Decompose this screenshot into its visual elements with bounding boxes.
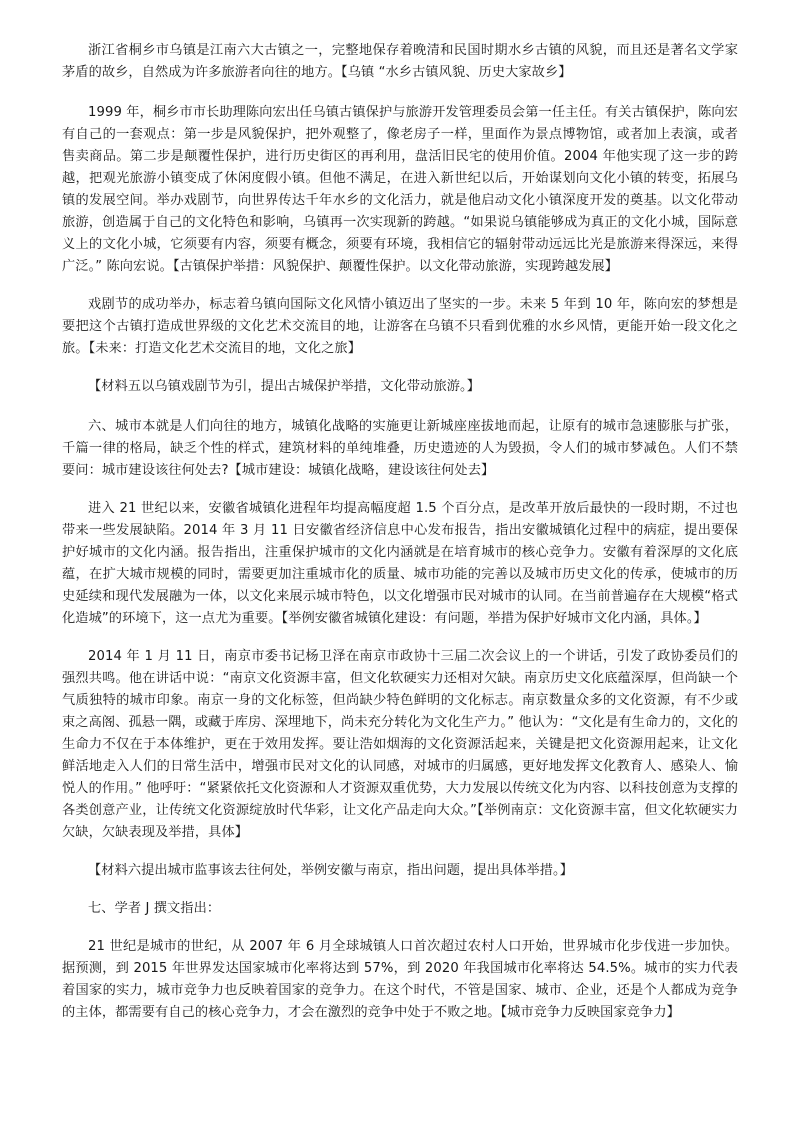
paragraph-material-five-summary: 【材料五以乌镇戏剧节为引，提出古城保护举措，文化带动旅游。】 [88, 379, 481, 394]
paragraph-anhui: 进入 21 世纪以来，安徽省城镇化进程年均提高幅度超 1.5 个百分点，是改革开放后最快的一段时期，不过也带来一些发展缺陷。2014 年 3 月 11 日安徽省经济信息中心发布报告，指出安徽城镇化过程中的病症，提出要保护好城市的文化内涵。报告指出，注重保护城市的文化内涵就是在培育城市的核心竞争力。安徽有着深厚的文化底蕴，在扩大城市规模的同时，需要更加注重城市化的质量、城市功能的完善以及城市历史文化的传承，使城市的历史延续和现代发展融为一体，以文化来展示城市特色，以文化增强市民对城市的认同。在当前普遍存在大规模“格式化造城”的环境下，这一点尤为重要。【举例安徽省城镇化建设：有问题，举措为保护好城市文化内涵，具体。】 [62, 501, 738, 626]
paragraph-section-six: 六、城市本就是人们向往的地方，城镇化战略的实施更让新城座座拔地而起，让原有的城市急速膨胀与扩张，千篇一律的格局，缺乏个性的样式，建筑材料的单纯堆叠，历史遗迹的人为毁损，令人们的城市梦减色。人们不禁要问：城市建设该往何处去?【城市建设：城镇化战略，建设该往何处去】 [62, 419, 738, 478]
paragraph-wuzhen-intro: 浙江省桐乡市乌镇是江南六大古镇之一，完整地保存着晚清和民国时期水乡古镇的风貌，而且还是著名文学家茅盾的故乡，自然成为许多旅游者向往的地方。【乌镇 “水乡古镇风貌、历史大家故乡】 [62, 43, 738, 80]
paragraph-drama-festival: 戏剧节的成功举办，标志着乌镇向国际文化风情小镇迈出了坚实的一步。未来 5 年到 10 年，陈向宏的梦想是要把这个古镇打造成世界级的文化艺术交流目的地，让游客在乌镇不只看到优雅的水乡风情，更能开始一段文化之旅。【未来：打造文化艺术交流目的地，文化之旅】 [62, 297, 738, 356]
paragraph-city-century: 21 世纪是城市的世纪，从 2007 年 6 月全球城镇人口首次超过农村人口开始，世界城市化步伐进一步加快。据预测，到 2015 年世界发达国家城市化率将达到 57%，到 2020 年我国城市化率将达 54.5%。城市的实力代表着国家的实力，城市竞争力也反映着国家的竞争力。在这个时代，不管是国家、城市、企业，还是个人都成为竞争的主体，都需要有自己的核心竞争力，才会在激烈的竞争中处于不败之地。【城市竞争力反映国家竞争力】 [62, 939, 738, 1020]
paragraph-chen-xianghong: 1999 年，桐乡市市长助理陈向宏出任乌镇古镇保护与旅游开发管理委员会第一任主任。有关古镇保护，陈向宏有自己的一套观点：第一步是风貌保护，把外观整了，像老房子一样，里面作为景点博物馆，或者加上表演，或者售卖商品。第二步是颠覆性保护，进行历史街区的再利用，盘活旧民宅的使用价值。2004 年他实现了这一步的跨越，把观光旅游小镇变成了休闲度假小镇。但他不满足，在进入新世纪以后，开始谋划向文化小镇的转变，拓展乌镇的发展空间。举办戏剧节，向世界传达千年水乡的文化活力，就是他启动文化小镇深度开发的奠基。以文化带动旅游，创造属于自己的文化特色和影响，乌镇再一次实现新的跨越。“如果说乌镇能够成为真正的文化小城，国际意义上的文化小城，它须要有内容，须要有概念，须要有环境，我相信它的辐射带动远远比光是旅游来得深远，来得广泛。” 陈向宏说。【古镇保护举措：风貌保护、颠覆性保护。以文化带动旅游，实现跨越发展】 [62, 105, 738, 274]
document-page [62, 40, 738, 1040]
paragraph-material-six-summary: 【材料六提出城市监事该去往何处，举例安徽与南京，指出问题，提出具体举措。】 [88, 863, 574, 878]
paragraph-section-seven: 七、学者 J 撰文指出： [88, 901, 221, 916]
paragraph-nanjing: 2014 年 1 月 11 日，南京市委书记杨卫泽在南京市政协十三届二次会议上的一个讲话，引发了政协委员们的强烈共鸣。他在讲话中说：“南京文化资源丰富，但文化软硬实力还相对欠缺。南京历史文化底蕴深厚，但尚缺一个气质独特的城市印象。南京一身的文化标签，但尚缺少特色鲜明的文化标志。南京数量众多的文化资源，有不少或束之高阁、孤悬一隅，或藏于库房、深埋地下，尚未充分转化为文化生产力。” 他认为：“文化是有生命力的，文化的生命力不仅在于本体维护，更在于效用发挥。要让浩如烟海的文化资源活起来，关键是把文化资源用起来，让文化鲜活地走入人们的日常生活中，增强市民对文化的认同感，对城市的归属感，更好地发挥文化教育人、感染人、愉悦人的作用。” 他呼吁：“紧紧依托文化资源和人才资源双重优势，大力发展以传统文化为内容、以科技创意为支撑的各类创意产业，让传统文化资源绽放时代华彩，让文化产品走向大众。”【举例南京：文化资源丰富，但文化软硬实力欠缺，欠缺表现及举措，具体】 [62, 649, 738, 840]
